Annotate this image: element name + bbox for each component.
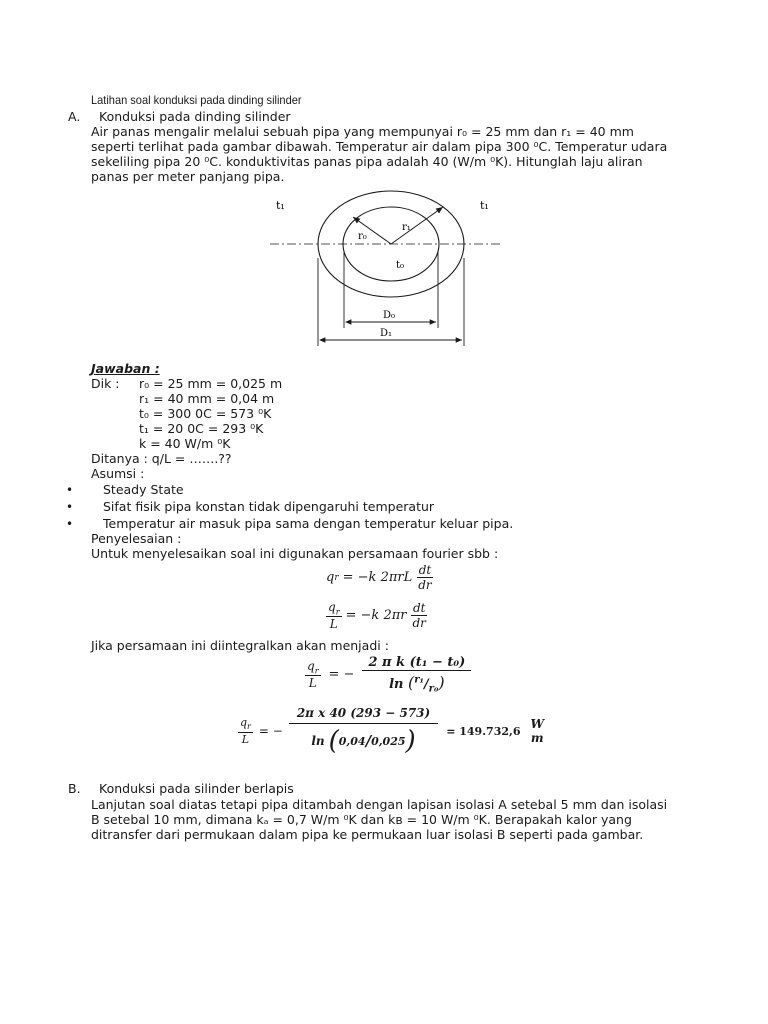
dik-line-r1: r₁ = 40 mm = 0,04 m: [139, 391, 275, 406]
eq4-ln: ln: [311, 734, 325, 748]
eq3-sub: r: [314, 666, 319, 676]
t0-label: t₀: [396, 260, 405, 271]
section-b-heading: Konduksi pada silinder berlapis: [99, 781, 294, 796]
dik-line-t1: t₁ = 20 0C = 293 ⁰K: [139, 421, 264, 436]
eq4-numerator: 2π x 40 (293 − 573): [289, 706, 438, 724]
dik-label: Dik :: [91, 376, 120, 391]
bullet-2-marker: •: [66, 500, 74, 514]
eq4-den-b: 0,025: [371, 734, 406, 748]
eq2-sub: r: [335, 607, 340, 617]
section-b-line-2: B setebal 10 mm, dimana kₐ = 0,7 W/m ⁰K dan kʙ = 10 W/m ⁰K. Berapakah kalor yang: [91, 812, 632, 827]
section-a-letter: A.: [68, 109, 81, 124]
eq3-r0: r₀: [428, 683, 439, 695]
r1-label: r₁: [402, 222, 411, 233]
eq4-result: = 149.732,6: [446, 724, 521, 738]
t1-left-label: t₁: [276, 199, 285, 212]
eq3-r1: r₁: [414, 674, 424, 686]
eq4-sub: r: [247, 722, 251, 732]
page-title: Latihan soal konduksi pada dinding silinder: [91, 93, 302, 107]
eq1-mid: = −k 2πrL: [342, 570, 413, 585]
eq1-sub: r: [334, 572, 339, 583]
asumsi: Asumsi :: [91, 466, 145, 481]
bullet-2: Sifat fisik pipa konstan tidak dipengaruhi temperatur: [103, 499, 435, 514]
eq4-L: L: [241, 732, 250, 746]
problem-line-1: Air panas mengalir melalui sebuah pipa yang mempunyai r₀ = 25 mm dan r₁ = 40 mm: [91, 124, 634, 139]
problem-line-3: sekeliling pipa 20 ⁰C. konduktivitas panas pipa adalah 40 (W/m ⁰K). Hitunglah laju aliran: [91, 154, 643, 169]
answer-heading: Jawaban :: [91, 361, 160, 376]
fourier-intro: Untuk menyelesaikan soal ini digunakan persamaan fourier sbb :: [91, 546, 499, 561]
equation-fourier-2: [326, 600, 428, 631]
r0-label: r₀: [358, 231, 367, 242]
eq4-unit-w: W: [530, 717, 544, 731]
problem-line-4: panas per meter panjang pipa.: [91, 169, 285, 184]
eq3-numerator: 2 π k (t₁ − t₀): [362, 655, 471, 671]
eq4-den-a: 0,04: [338, 734, 366, 748]
integral-intro: Jika persamaan ini diintegralkan akan menjadi :: [91, 638, 389, 653]
bullet-1: Steady State: [103, 482, 184, 497]
eq3-q: q: [307, 659, 315, 674]
equation-fourier-1: [326, 563, 434, 592]
eq1-dt: dt: [418, 563, 432, 577]
eq2-q: q: [328, 600, 336, 614]
dik-line-r0: r₀ = 25 mm = 0,025 m: [139, 376, 283, 391]
d1-label: D₁: [380, 328, 393, 339]
eq4-unit-m: m: [530, 731, 544, 745]
eq1-dr: dr: [418, 578, 432, 592]
eq2-dt: dt: [412, 601, 426, 616]
problem-line-2: seperti terlihat pada gambar dibawah. Temperatur air dalam pipa 300 ⁰C. Temperatur udara: [91, 139, 668, 154]
equation-integrated: $\frac{q_r}{L}$ = − $\frac{\text{2 π k (t₁ − t₀)}}{\ln (^{r_1}/_{r_0})}$: [305, 655, 471, 695]
dik-line-k: k = 40 W/m ⁰K: [139, 436, 231, 451]
section-b-line-1: Lanjutan soal diatas tetapi pipa ditambah dengan lapisan isolasi A setebal 5 mm dan isolasi: [91, 797, 668, 812]
t1-right-label: t₁: [480, 199, 489, 212]
d0-label: D₀: [383, 310, 396, 321]
eq2-mid: = −k 2πr: [345, 608, 407, 624]
pipe-diagram: [0, 0, 768, 360]
penyelesaian: Penyelesaian :: [91, 531, 182, 546]
equation-numeric: $\frac{q_r}{L}$ = − 2π x 40 (293 − 573) ln ( 0,04 / 0,025 ) = 149.732,6 W m: [240, 706, 544, 756]
dik-line-t0: t₀ = 300 0C = 573 ⁰K: [139, 406, 272, 421]
section-b-letter: B.: [68, 781, 81, 796]
eq3-ln: ln: [389, 677, 404, 692]
eq1-q: q: [326, 570, 335, 585]
bullet-3-marker: •: [66, 517, 74, 531]
eq3-L: L: [308, 676, 317, 691]
eq2-dr: dr: [412, 616, 426, 631]
bullet-3: Temperatur air masuk pipa sama dengan temperatur keluar pipa.: [103, 516, 514, 531]
section-b-line-3: ditransfer dari permukaan dalam pipa ke permukaan luar isolasi B seperti pada gambar.: [91, 827, 644, 842]
bullet-1-marker: •: [66, 483, 74, 497]
eq4-q: q: [240, 716, 248, 730]
section-a-heading: Konduksi pada dinding silinder: [99, 109, 291, 124]
eq2-L: L: [329, 617, 338, 632]
ditanya: Ditanya : q/L = …….??: [91, 451, 232, 466]
